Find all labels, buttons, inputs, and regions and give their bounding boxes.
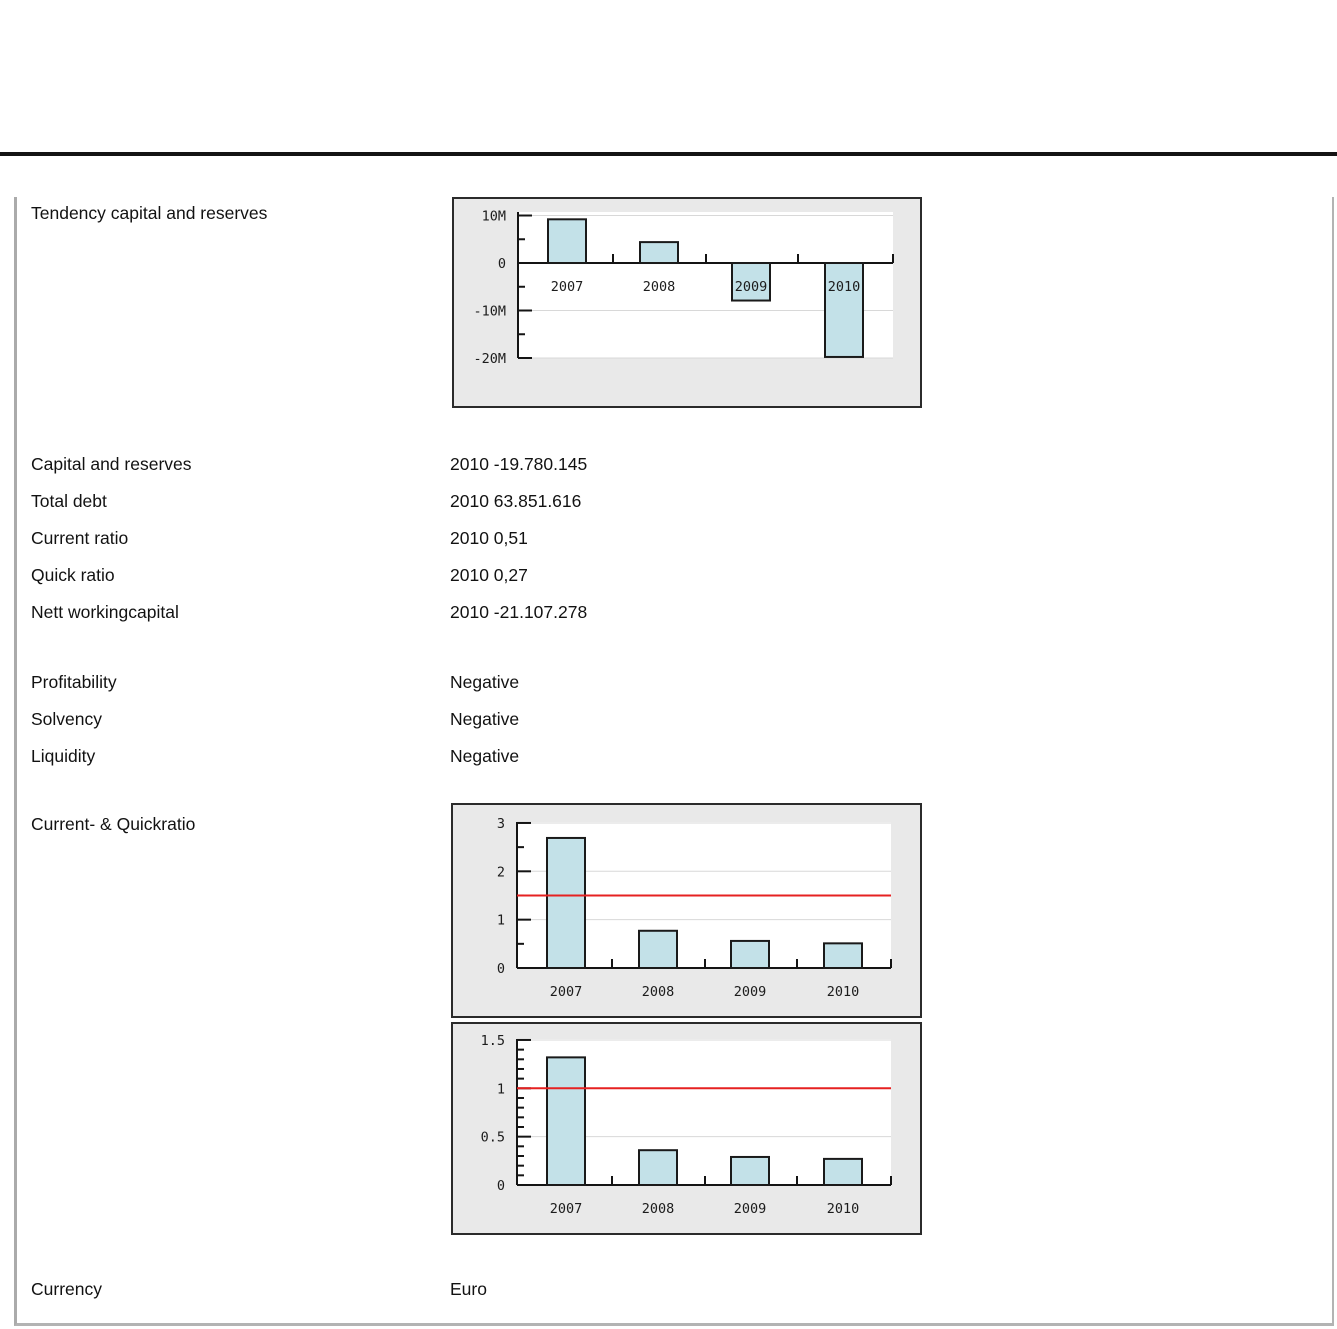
y-tick-label: 3 [496, 815, 505, 832]
x-tick-label: 2008 [641, 984, 675, 1000]
chart-bar [547, 1057, 585, 1185]
metric-value: 2010 0,27 [450, 565, 528, 585]
current-ratio-chart [451, 803, 922, 1018]
chart-bar [731, 941, 769, 968]
metric-value: 2010 -21.107.278 [450, 602, 588, 622]
x-tick-label: 2009 [733, 984, 767, 1000]
assessment-value: Negative [450, 709, 520, 729]
x-tick-label: 2009 [733, 1201, 767, 1217]
y-tick-label: 2 [496, 864, 505, 881]
chart-bar [824, 1159, 862, 1185]
x-tick-label: 2007 [549, 1201, 583, 1217]
chart-bar [824, 943, 862, 968]
chart-bar [731, 1157, 769, 1185]
y-tick-label: 1.5 [480, 1032, 505, 1049]
metric-value: 2010 -19.780.145 [450, 454, 588, 474]
assessment-value: Negative [450, 746, 520, 766]
tendency-section-label: Tendency capital and reserves [31, 203, 268, 223]
y-tick-label: 1 [496, 912, 505, 929]
chart-bar [639, 931, 677, 968]
chart-bar [547, 838, 585, 968]
x-tick-label: 2007 [550, 279, 584, 296]
x-tick-label: 2009 [734, 279, 768, 296]
x-tick-label: 2007 [549, 984, 583, 1000]
metric-value: 2010 63.851.616 [450, 491, 582, 511]
chart-svg [453, 1024, 920, 1233]
x-tick-label: 2010 [827, 279, 861, 296]
chart-bar [639, 1150, 677, 1185]
assessment-label: Liquidity [31, 746, 96, 766]
assessment-value: Negative [450, 672, 520, 692]
y-tick-label: 0 [496, 1178, 505, 1194]
chart-svg [454, 199, 920, 406]
ratio-section-label: Current- & Quickratio [31, 814, 196, 834]
x-tick-label: 2008 [641, 1201, 675, 1217]
metric-label: Quick ratio [31, 565, 115, 585]
metric-value: 2010 0,51 [450, 528, 528, 548]
y-tick-label: 0.5 [480, 1129, 505, 1146]
assessment-label: Solvency [31, 709, 103, 729]
x-tick-label: 2010 [826, 1201, 860, 1217]
top-divider [0, 152, 1337, 156]
currency-label: Currency [31, 1279, 102, 1299]
x-tick-label: 2008 [642, 279, 676, 296]
chart-bar [548, 219, 586, 263]
x-tick-label: 2010 [826, 984, 860, 1000]
metric-label: Current ratio [31, 528, 129, 548]
chart-svg [453, 805, 920, 1016]
currency-value: Euro [450, 1279, 487, 1299]
y-tick-label: 1 [496, 1081, 505, 1098]
metric-label: Total debt [31, 491, 107, 511]
y-tick-label: 10M [481, 208, 506, 225]
quick-ratio-chart [451, 1022, 922, 1235]
metric-label: Nett workingcapital [31, 602, 179, 622]
metric-label: Capital and reserves [31, 454, 192, 474]
chart-bar [640, 242, 678, 263]
tendency-capital-chart [452, 197, 922, 408]
y-tick-label: -10M [473, 303, 506, 320]
y-tick-label: -20M [473, 351, 506, 367]
chart-bar [825, 263, 863, 357]
y-tick-label: 0 [497, 256, 506, 273]
assessment-label: Profitability [31, 672, 117, 692]
y-tick-label: 0 [496, 961, 505, 977]
